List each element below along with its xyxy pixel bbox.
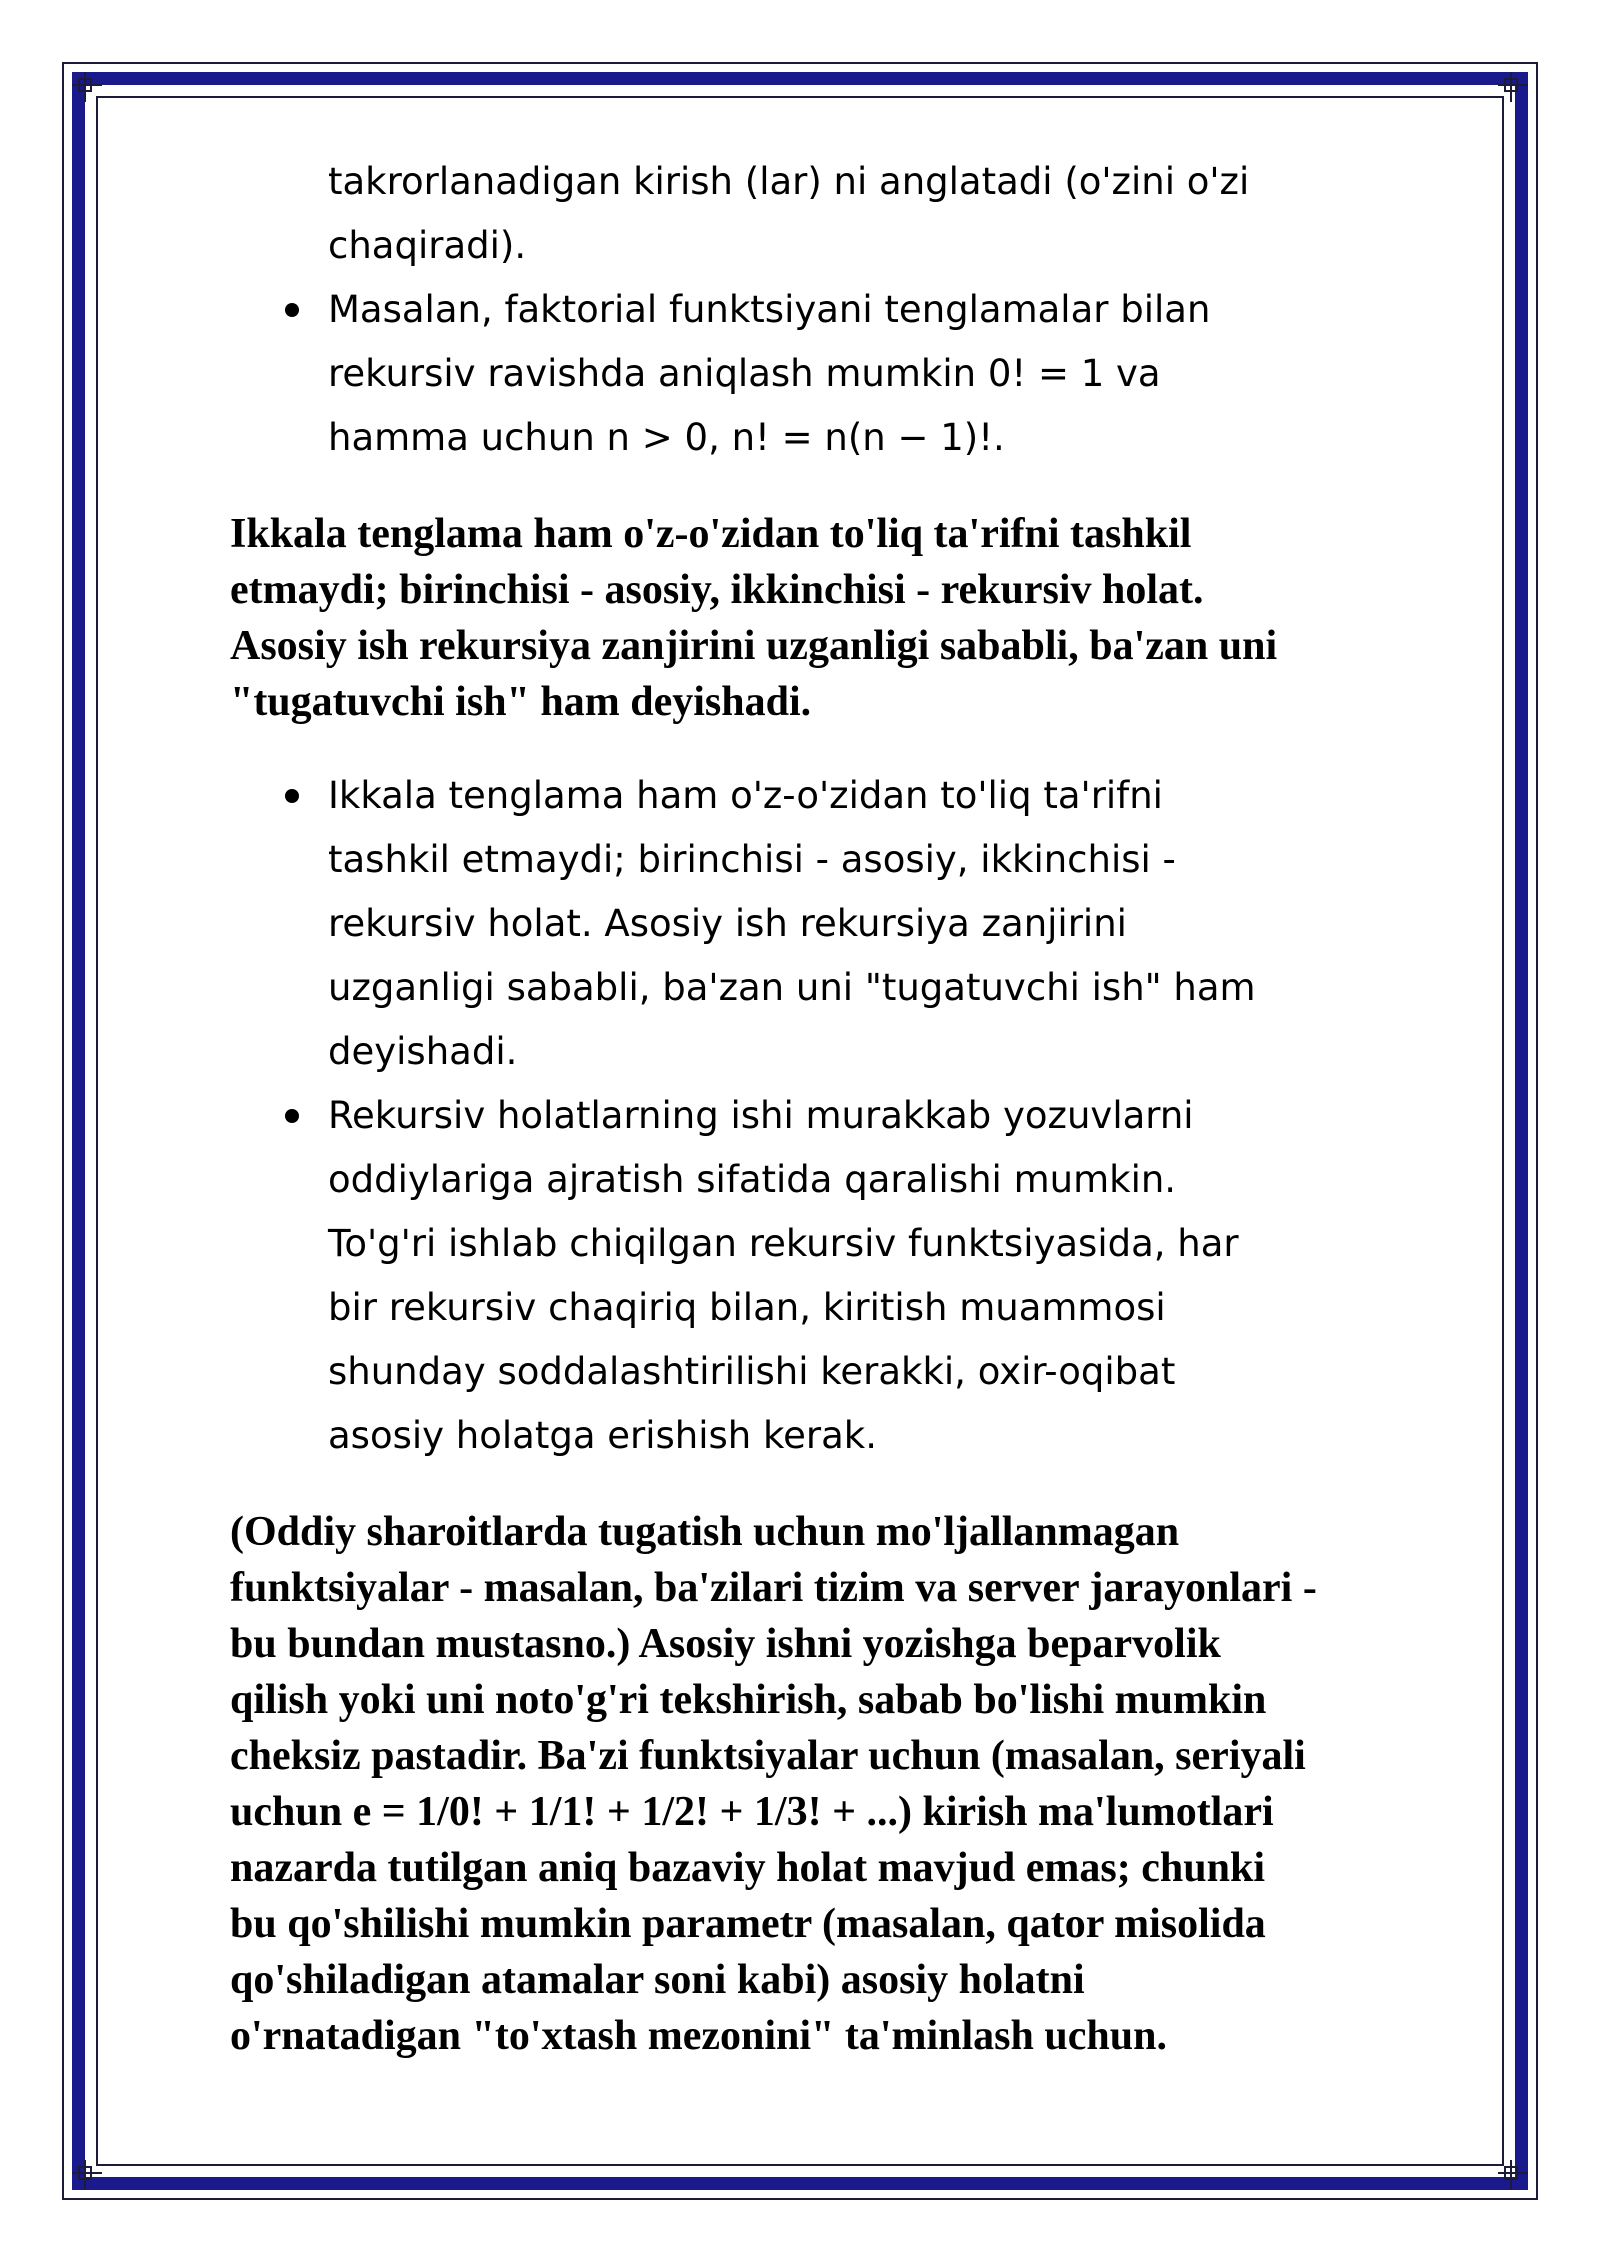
page-content: [230, 150, 1510, 2064]
list-item-line: hamma uchun n > 0, n! = n(n − 1)!.: [328, 416, 1005, 459]
list-item-line: rekursiv ravishda aniqlash mumkin 0! = 1 va: [328, 352, 1161, 395]
paragraph-line: bu qo'shilishi mumkin parametr (masalan, qator misolida: [230, 1901, 1266, 1947]
bullet-icon: [285, 303, 299, 317]
paragraph-line: Ikkala tenglama ham o'z-o'zidan to'liq ta'rifni tashkil: [230, 511, 1192, 557]
list-item: [230, 1084, 1288, 1468]
bullet-icon: [285, 1109, 299, 1123]
list-item-line: oddiylariga ajratish sifatida qaralishi mumkin.: [328, 1158, 1177, 1201]
paragraph-line: funktsiyalar - masalan, ba'zilari tizim va server jarayonlari -: [230, 1565, 1317, 1611]
bold-paragraph: [230, 1504, 1510, 2064]
list-item-line: To'g'ri ishlab chiqilgan rekursiv funktsiyasida, har: [328, 1222, 1239, 1265]
bullet-icon: [285, 789, 299, 803]
list-item-line: tashkil etmaydi; birinchisi - asosiy, ikkinchisi -: [328, 838, 1176, 881]
paragraph-line: (Oddiy sharoitlarda tugatish uchun mo'ljallanmagan: [230, 1509, 1180, 1555]
paragraph-line: etmaydi; birinchisi - asosiy, ikkinchisi - rekursiv holat.: [230, 567, 1204, 613]
paragraph-line: qilish yoki uni noto'g'ri tekshirish, sabab bo'lishi mumkin: [230, 1677, 1267, 1723]
bullet-list: [230, 764, 1510, 1468]
list-item: [230, 150, 1288, 278]
list-item-line: rekursiv holat. Asosiy ish rekursiya zanjirini: [328, 902, 1127, 945]
paragraph-line: uchun e = 1/0! + 1/1! + 1/2! + 1/3! + ...) kirish ma'lumotlari: [230, 1789, 1274, 1835]
list-item-line: Masalan, faktorial funktsiyani tenglamalar bilan: [328, 288, 1211, 331]
list-item-line: deyishadi.: [328, 1030, 518, 1073]
list-item-line: bir rekursiv chaqiriq bilan, kiritish muammosi: [328, 1286, 1166, 1329]
paragraph-line: nazarda tutilgan aniq bazaviy holat mavjud emas; chunki: [230, 1845, 1265, 1891]
paragraph-line: cheksiz pastadir. Ba'zi funktsiyalar uchun (masalan, seriyali: [230, 1733, 1306, 1779]
paragraph-line: qo'shiladigan atamalar soni kabi) asosiy holatni: [230, 1957, 1085, 2003]
corner-ornament: [1498, 72, 1528, 102]
list-item: [230, 278, 1288, 470]
list-item-line: uzganligi sababli, ba'zan uni "tugatuvchi ish" ham: [328, 966, 1256, 1009]
corner-ornament: [72, 2160, 102, 2190]
corner-ornament: [72, 72, 102, 102]
corner-ornament: [1498, 2160, 1528, 2190]
paragraph-line: Asosiy ish rekursiya zanjirini uzganligi sababli, ba'zan uni: [230, 623, 1278, 669]
bullet-list: [230, 150, 1510, 470]
list-item-line: chaqiradi).: [328, 224, 527, 267]
bold-paragraph: [230, 506, 1510, 730]
list-item-line: shunday soddalashtirilishi kerakki, oxir-oqibat: [328, 1350, 1176, 1393]
paragraph-line: "tugatuvchi ish" ham deyishadi.: [230, 679, 812, 725]
list-item: [230, 764, 1288, 1084]
list-item-line: Rekursiv holatlarning ishi murakkab yozuvlarni: [328, 1094, 1194, 1137]
paragraph-line: o'rnatadigan "to'xtash mezonini" ta'minlash uchun.: [230, 2013, 1167, 2059]
list-item-line: asosiy holatga erishish kerak.: [328, 1414, 877, 1457]
list-item-line: takrorlanadigan kirish (lar) ni anglatadi (o'zini o'zi: [328, 160, 1250, 203]
paragraph-line: bu bundan mustasno.) Asosiy ishni yozishga beparvolik: [230, 1621, 1221, 1667]
list-item-line: Ikkala tenglama ham o'z-o'zidan to'liq ta'rifni: [328, 774, 1163, 817]
